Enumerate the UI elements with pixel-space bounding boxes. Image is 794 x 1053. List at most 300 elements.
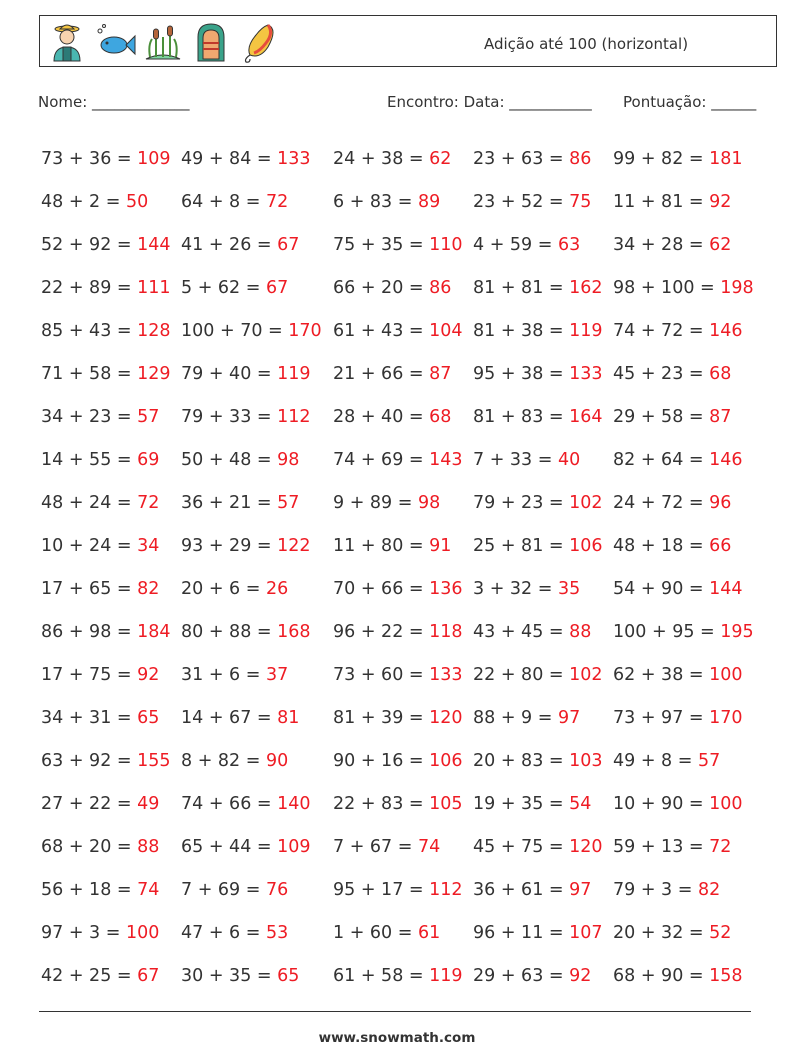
problem-item — [333, 794, 473, 814]
fisherman-icon — [46, 21, 88, 63]
problem-question: 11 + 81 = — [613, 191, 710, 212]
problem-item — [333, 622, 473, 642]
problem-answer: 162 — [569, 277, 603, 298]
problem-row — [41, 524, 781, 567]
problem-answer: 66 — [709, 535, 732, 556]
problem-question: 66 + 20 = — [333, 277, 430, 298]
problem-item — [473, 880, 613, 900]
problem-answer: 133 — [277, 148, 311, 169]
problem-answer: 181 — [709, 148, 743, 169]
problem-question: 95 + 38 = — [473, 363, 570, 384]
problem-question: 79 + 33 = — [181, 406, 278, 427]
problem-answer: 89 — [417, 191, 441, 212]
problem-item — [181, 923, 333, 943]
problem-answer: 65 — [137, 707, 160, 728]
problem-question: 21 + 66 = — [333, 363, 430, 384]
problem-item — [613, 880, 763, 900]
footer-website: www.snowmath.com — [318, 1030, 476, 1046]
problem-answer: 97 — [557, 707, 581, 728]
problem-question: 27 + 22 = — [41, 793, 138, 814]
problem-answer: 92 — [709, 191, 732, 212]
problem-question: 7 + 67 = — [333, 836, 418, 857]
problem-answer: 62 — [709, 234, 732, 255]
problem-item — [41, 278, 181, 298]
problem-answer: 53 — [265, 922, 289, 943]
problem-answer: 88 — [137, 836, 160, 857]
problem-answer: 50 — [125, 191, 149, 212]
problem-answer: 72 — [709, 836, 732, 857]
problem-answer: 69 — [137, 449, 160, 470]
problem-item — [181, 536, 333, 556]
problem-answer: 102 — [569, 664, 603, 685]
problem-question: 50 + 48 = — [181, 449, 278, 470]
problem-question: 59 + 13 = — [613, 836, 710, 857]
problem-item — [41, 966, 181, 986]
problem-answer: 90 — [265, 750, 289, 771]
problem-answer: 109 — [277, 836, 311, 857]
problem-question: 24 + 72 = — [613, 492, 710, 513]
problem-answer: 104 — [429, 320, 463, 341]
problem-answer: 91 — [429, 535, 452, 556]
problem-answer: 76 — [265, 879, 289, 900]
problem-answer: 184 — [137, 621, 171, 642]
problem-question: 100 + 70 = — [181, 320, 289, 341]
problem-answer: 98 — [417, 492, 441, 513]
problem-item — [333, 966, 473, 986]
problem-answer: 57 — [137, 406, 160, 427]
problem-question: 6 + 83 = — [333, 191, 418, 212]
problem-item — [41, 708, 181, 728]
problem-answer: 112 — [429, 879, 463, 900]
problem-question: 68 + 20 = — [41, 836, 138, 857]
problem-item — [333, 837, 473, 857]
problem-item — [333, 665, 473, 685]
problem-item — [473, 149, 613, 169]
problem-row — [41, 223, 781, 266]
problem-item — [613, 794, 763, 814]
problem-question: 10 + 24 = — [41, 535, 138, 556]
problem-question: 36 + 21 = — [181, 492, 278, 513]
problem-answer: 26 — [265, 578, 289, 599]
problem-question: 49 + 84 = — [181, 148, 278, 169]
problem-answer: 63 — [557, 234, 581, 255]
problem-question: 95 + 17 = — [333, 879, 430, 900]
problem-question: 17 + 65 = — [41, 578, 138, 599]
problem-item — [613, 708, 763, 728]
problem-answer: 65 — [277, 965, 300, 986]
problem-item — [181, 837, 333, 857]
problem-item — [333, 579, 473, 599]
problem-question: 73 + 60 = — [333, 664, 430, 685]
problem-item — [473, 966, 613, 986]
problem-item — [473, 450, 613, 470]
problem-item — [473, 493, 613, 513]
problem-item — [181, 407, 333, 427]
problem-question: 48 + 2 = — [41, 191, 126, 212]
problem-answer: 72 — [265, 191, 289, 212]
problem-item — [333, 536, 473, 556]
problem-answer: 144 — [709, 578, 743, 599]
problem-question: 96 + 22 = — [333, 621, 430, 642]
problem-question: 20 + 32 = — [613, 922, 710, 943]
problem-item — [41, 622, 181, 642]
problem-item — [41, 321, 181, 341]
problem-answer: 102 — [569, 492, 603, 513]
problem-answer: 120 — [429, 707, 463, 728]
problem-item — [181, 235, 333, 255]
problem-item — [41, 235, 181, 255]
inflatable-boat-icon — [190, 21, 232, 63]
problem-answer: 146 — [709, 320, 743, 341]
problem-item — [473, 794, 613, 814]
problem-item — [613, 923, 763, 943]
problem-row — [41, 266, 781, 309]
problem-item — [473, 321, 613, 341]
problem-question: 79 + 3 = — [613, 879, 698, 900]
problem-item — [333, 192, 473, 212]
problem-item — [181, 622, 333, 642]
problem-question: 47 + 6 = — [181, 922, 266, 943]
problem-row — [41, 309, 781, 352]
problem-answer: 136 — [429, 578, 463, 599]
problem-question: 74 + 72 = — [613, 320, 710, 341]
problem-answer: 119 — [429, 965, 463, 986]
problem-question: 64 + 8 = — [181, 191, 266, 212]
reeds-icon — [142, 21, 184, 63]
problem-question: 25 + 81 = — [473, 535, 570, 556]
problem-answer: 82 — [697, 879, 721, 900]
meeting-date-field: Encontro: Data: ___________ — [387, 93, 592, 111]
problem-answer: 57 — [697, 750, 721, 771]
problem-item — [613, 966, 763, 986]
problem-item — [333, 321, 473, 341]
problem-item — [41, 923, 181, 943]
problem-row — [41, 825, 781, 868]
problem-item — [333, 407, 473, 427]
problem-answer: 103 — [569, 750, 603, 771]
problem-row — [41, 610, 781, 653]
problem-item — [41, 493, 181, 513]
problem-item — [473, 192, 613, 212]
problem-question: 11 + 80 = — [333, 535, 430, 556]
problem-question: 1 + 60 = — [333, 922, 418, 943]
problem-answer: 107 — [569, 922, 603, 943]
problem-answer: 133 — [429, 664, 463, 685]
problem-item — [613, 364, 763, 384]
problem-question: 23 + 63 = — [473, 148, 570, 169]
problem-row — [41, 911, 781, 954]
problem-question: 31 + 6 = — [181, 664, 266, 685]
problem-question: 7 + 33 = — [473, 449, 558, 470]
problem-answer: 67 — [137, 965, 160, 986]
problem-item — [473, 278, 613, 298]
problem-question: 34 + 23 = — [41, 406, 138, 427]
problem-question: 73 + 36 = — [41, 148, 138, 169]
problem-item — [41, 364, 181, 384]
problem-answer: 75 — [569, 191, 592, 212]
problem-item — [473, 751, 613, 771]
problem-question: 79 + 40 = — [181, 363, 278, 384]
problem-answer: 140 — [277, 793, 311, 814]
problem-item — [181, 149, 333, 169]
problem-question: 45 + 75 = — [473, 836, 570, 857]
problem-answer: 100 — [125, 922, 160, 943]
problem-answer: 100 — [709, 793, 743, 814]
problem-item — [473, 579, 613, 599]
problem-item — [613, 192, 763, 212]
problem-question: 96 + 11 = — [473, 922, 570, 943]
problem-answer: 144 — [137, 234, 171, 255]
problem-answer: 195 — [720, 621, 754, 642]
problem-question: 75 + 35 = — [333, 234, 430, 255]
name-field: Nome: _____________ — [38, 93, 190, 111]
problem-item — [613, 665, 763, 685]
problem-item — [613, 751, 763, 771]
problem-answer: 100 — [709, 664, 743, 685]
problem-item — [181, 880, 333, 900]
problem-item — [473, 622, 613, 642]
problem-question: 81 + 83 = — [473, 406, 570, 427]
worksheet-header — [39, 15, 777, 67]
problem-item — [613, 235, 763, 255]
problem-answer: 198 — [720, 277, 754, 298]
problem-question: 42 + 25 = — [41, 965, 138, 986]
problem-question: 74 + 69 = — [333, 449, 430, 470]
problem-item — [473, 235, 613, 255]
problem-question: 61 + 43 = — [333, 320, 430, 341]
problem-row — [41, 653, 781, 696]
problem-question: 10 + 90 = — [613, 793, 710, 814]
problem-question: 20 + 83 = — [473, 750, 570, 771]
problem-question: 24 + 38 = — [333, 148, 430, 169]
problem-question: 20 + 6 = — [181, 578, 266, 599]
problem-answer: 82 — [137, 578, 160, 599]
problem-question: 82 + 64 = — [613, 449, 710, 470]
problem-row — [41, 438, 781, 481]
problem-question: 23 + 52 = — [473, 191, 570, 212]
problem-answer: 97 — [569, 879, 592, 900]
problem-answer: 119 — [277, 363, 311, 384]
problem-question: 65 + 44 = — [181, 836, 278, 857]
problem-row — [41, 782, 781, 825]
problem-item — [41, 794, 181, 814]
problem-item — [613, 278, 763, 298]
problem-question: 29 + 63 = — [473, 965, 570, 986]
problem-question: 14 + 55 = — [41, 449, 138, 470]
problem-answer: 49 — [137, 793, 160, 814]
problem-answer: 155 — [137, 750, 171, 771]
problem-item — [333, 880, 473, 900]
problem-item — [181, 278, 333, 298]
problem-answer: 112 — [277, 406, 311, 427]
problem-item — [613, 536, 763, 556]
problem-question: 56 + 18 = — [41, 879, 138, 900]
problem-question: 43 + 45 = — [473, 621, 570, 642]
problem-item — [41, 837, 181, 857]
problem-answer: 170 — [288, 320, 322, 341]
problem-item — [333, 923, 473, 943]
problem-item — [181, 708, 333, 728]
problem-answer: 105 — [429, 793, 463, 814]
problem-question: 19 + 35 = — [473, 793, 570, 814]
problem-item — [181, 794, 333, 814]
problem-answer: 74 — [137, 879, 160, 900]
problem-answer: 57 — [277, 492, 300, 513]
problem-question: 85 + 43 = — [41, 320, 138, 341]
problem-answer: 68 — [429, 406, 452, 427]
problem-question: 29 + 58 = — [613, 406, 710, 427]
problem-answer: 67 — [265, 277, 289, 298]
problem-answer: 133 — [569, 363, 603, 384]
problem-question: 71 + 58 = — [41, 363, 138, 384]
problem-question: 90 + 16 = — [333, 750, 430, 771]
problem-answer: 106 — [569, 535, 603, 556]
problem-answer: 74 — [417, 836, 441, 857]
problem-question: 48 + 24 = — [41, 492, 138, 513]
problem-item — [41, 149, 181, 169]
problem-question: 93 + 29 = — [181, 535, 278, 556]
problem-item — [181, 579, 333, 599]
problem-answer: 40 — [557, 449, 581, 470]
problem-answer: 111 — [137, 277, 171, 298]
problem-question: 3 + 32 = — [473, 578, 558, 599]
problem-item — [41, 192, 181, 212]
problem-answer: 67 — [277, 234, 300, 255]
problem-row — [41, 696, 781, 739]
problem-answer: 87 — [429, 363, 452, 384]
problem-answer: 120 — [569, 836, 603, 857]
problem-question: 22 + 83 = — [333, 793, 430, 814]
problem-answer: 170 — [709, 707, 743, 728]
problem-item — [41, 880, 181, 900]
problem-question: 54 + 90 = — [613, 578, 710, 599]
problem-answer: 122 — [277, 535, 311, 556]
problem-answer: 119 — [569, 320, 603, 341]
problem-item — [473, 708, 613, 728]
problem-item — [473, 364, 613, 384]
problem-answer: 86 — [569, 148, 592, 169]
problem-item — [333, 450, 473, 470]
problem-answer: 54 — [569, 793, 592, 814]
problem-answer: 110 — [429, 234, 463, 255]
problem-answer: 158 — [709, 965, 743, 986]
problem-question: 52 + 92 = — [41, 234, 138, 255]
problem-question: 79 + 23 = — [473, 492, 570, 513]
problem-question: 8 + 82 = — [181, 750, 266, 771]
problem-answer: 37 — [265, 664, 289, 685]
problem-answer: 68 — [709, 363, 732, 384]
problem-row — [41, 395, 781, 438]
problem-question: 9 + 89 = — [333, 492, 418, 513]
problem-question: 22 + 89 = — [41, 277, 138, 298]
problem-answer: 81 — [277, 707, 300, 728]
footer-divider — [39, 1011, 751, 1012]
problem-question: 62 + 38 = — [613, 664, 710, 685]
problem-question: 28 + 40 = — [333, 406, 430, 427]
problem-answer: 61 — [417, 922, 441, 943]
problem-row — [41, 567, 781, 610]
problem-item — [41, 665, 181, 685]
problem-question: 4 + 59 = — [473, 234, 558, 255]
problem-item — [181, 321, 333, 341]
problem-answer: 86 — [429, 277, 452, 298]
header-icons — [46, 20, 280, 64]
problem-answer: 164 — [569, 406, 603, 427]
problem-item — [41, 751, 181, 771]
problem-row — [41, 739, 781, 782]
problem-answer: 87 — [709, 406, 732, 427]
problem-item — [41, 407, 181, 427]
problem-question: 45 + 23 = — [613, 363, 710, 384]
problem-question: 73 + 97 = — [613, 707, 710, 728]
problem-question: 36 + 61 = — [473, 879, 570, 900]
problem-item — [41, 536, 181, 556]
problem-item — [613, 321, 763, 341]
problem-question: 81 + 38 = — [473, 320, 570, 341]
problem-row — [41, 352, 781, 395]
problem-answer: 106 — [429, 750, 463, 771]
problem-item — [473, 536, 613, 556]
problem-question: 81 + 39 = — [333, 707, 430, 728]
problem-answer: 72 — [137, 492, 160, 513]
problem-answer: 52 — [709, 922, 732, 943]
problem-item — [613, 149, 763, 169]
problem-item — [613, 407, 763, 427]
problem-question: 74 + 66 = — [181, 793, 278, 814]
problem-item — [613, 622, 763, 642]
problem-item — [181, 450, 333, 470]
problem-question: 100 + 95 = — [613, 621, 721, 642]
problem-grid — [41, 137, 781, 997]
problem-answer: 92 — [137, 664, 160, 685]
problem-item — [181, 364, 333, 384]
problem-question: 14 + 67 = — [181, 707, 278, 728]
problem-item — [181, 751, 333, 771]
problem-answer: 129 — [137, 363, 171, 384]
fishing-lure-icon — [238, 21, 280, 63]
problem-row — [41, 954, 781, 997]
problem-question: 34 + 28 = — [613, 234, 710, 255]
problem-answer: 34 — [137, 535, 160, 556]
problem-question: 22 + 80 = — [473, 664, 570, 685]
problem-question: 61 + 58 = — [333, 965, 430, 986]
problem-question: 34 + 31 = — [41, 707, 138, 728]
problem-item — [41, 450, 181, 470]
problem-item — [333, 493, 473, 513]
problem-row — [41, 481, 781, 524]
problem-answer: 35 — [557, 578, 581, 599]
problem-answer: 146 — [709, 449, 743, 470]
problem-row — [41, 868, 781, 911]
problem-answer: 92 — [569, 965, 592, 986]
problem-item — [333, 149, 473, 169]
problem-question: 48 + 18 = — [613, 535, 710, 556]
problem-question: 7 + 69 = — [181, 879, 266, 900]
problem-question: 88 + 9 = — [473, 707, 558, 728]
score-field: Pontuação: ______ — [623, 93, 757, 111]
problem-answer: 168 — [277, 621, 311, 642]
problem-answer: 88 — [569, 621, 592, 642]
problem-row — [41, 137, 781, 180]
problem-question: 81 + 81 = — [473, 277, 570, 298]
problem-item — [613, 579, 763, 599]
problem-answer: 62 — [429, 148, 452, 169]
problem-item — [333, 278, 473, 298]
problem-item — [333, 751, 473, 771]
problem-item — [613, 493, 763, 513]
problem-question: 97 + 3 = — [41, 922, 126, 943]
problem-item — [333, 364, 473, 384]
